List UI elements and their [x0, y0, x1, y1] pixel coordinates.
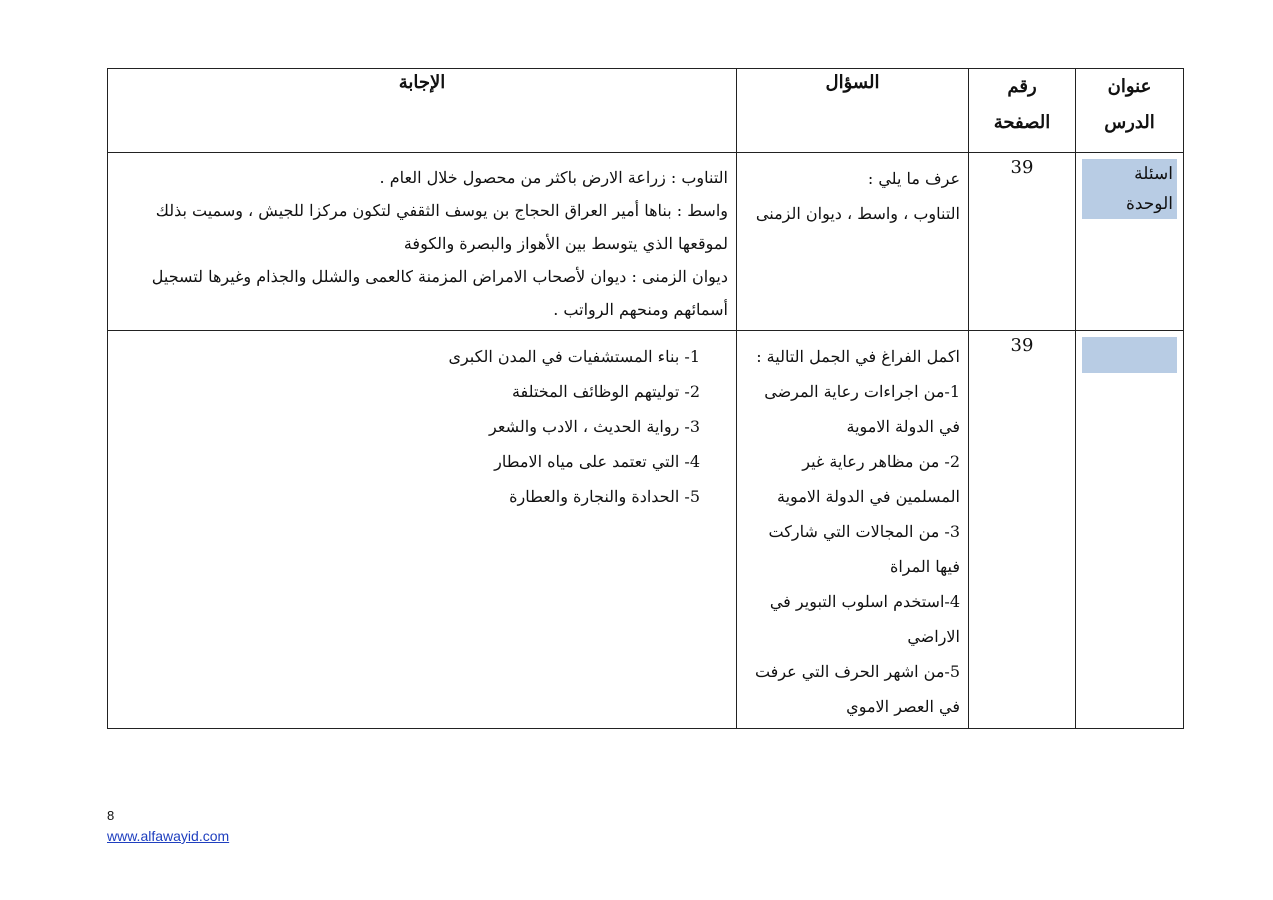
header-page-line2: الصفحة — [993, 112, 1051, 133]
question-line: 2- من مظاهر رعاية غير — [802, 452, 960, 471]
header-question: السؤال — [737, 69, 969, 153]
lesson-label — [1082, 337, 1177, 373]
answer-line: 2- توليتهم الوظائف المختلفة — [511, 382, 700, 401]
table-row — [108, 153, 1184, 331]
header-page-number — [969, 69, 1076, 153]
answer-cell — [108, 153, 737, 331]
answer-line: 3- رواية الحديث ، الادب والشعر — [489, 417, 700, 436]
question-line: 4-استخدم اسلوب التبوير في — [769, 592, 960, 611]
question-line: المسلمين في الدولة الاموية — [777, 487, 960, 506]
page-number-cell: 39 — [969, 331, 1076, 729]
answer-line: أسمائهم ومنحهم الرواتب . — [553, 300, 728, 319]
table-header-row — [108, 69, 1184, 153]
table-row — [108, 331, 1184, 729]
answer-cell — [108, 331, 737, 729]
lesson-cell — [1076, 153, 1184, 331]
lesson-cell — [1076, 331, 1184, 729]
website-link[interactable]: www.alfawayid.com — [107, 828, 230, 844]
page-number-cell: 39 — [969, 153, 1076, 331]
question-cell — [737, 331, 969, 729]
lesson-label: اسئلة الوحدة — [1082, 159, 1177, 219]
question-line: 3- من المجالات التي شاركت — [768, 522, 960, 541]
answer-line: 4- التي تعتمد على مياه الامطار — [494, 452, 700, 471]
answer-line: 1- بناء المستشفيات في المدن الكبرى — [448, 347, 700, 366]
question-line: التناوب ، واسط ، ديوان الزمنى — [755, 204, 960, 223]
question-line: 1-من اجراءات رعاية المرضى — [764, 382, 960, 401]
header-lesson-title — [1076, 69, 1184, 153]
question-line: في الدولة الاموية — [846, 417, 960, 436]
question-line: عرف ما يلي : — [867, 169, 960, 188]
answer-line: لموقعها الذي يتوسط بين الأهواز والبصرة والكوفة — [403, 234, 728, 253]
question-line: 5-من اشهر الحرف التي عرفت — [754, 662, 960, 681]
answer-line: 5- الحدادة والنجارة والعطارة — [509, 487, 700, 506]
header-lesson-title-line1: عنوان — [1107, 76, 1152, 97]
page-number: 8 — [107, 808, 115, 823]
answer-line: واسط : بناها أمير العراق الحجاج بن يوسف الثقفي لتكون مركزا للجيش ، وسميت بذلك — [155, 201, 728, 220]
lesson-questions-table — [107, 68, 1184, 729]
header-lesson-title-line2: الدرس — [1104, 112, 1155, 133]
header-page-line1: رقم — [1007, 76, 1037, 97]
question-line: في العصر الاموي — [846, 697, 960, 716]
header-answer: الإجابة — [108, 69, 737, 153]
question-cell — [737, 153, 969, 331]
answer-line: التناوب : زراعة الارض باكثر من محصول خلال العام . — [379, 168, 728, 187]
question-line: الاراضي — [907, 627, 960, 646]
question-line: فيها المراة — [889, 557, 960, 576]
question-line: اكمل الفراغ في الجمل التالية : — [756, 347, 960, 366]
answer-line: ديوان الزمنى : ديوان لأصحاب الامراض المزمنة كالعمى والشلل والجذام وغيرها لتسجيل — [151, 267, 728, 286]
